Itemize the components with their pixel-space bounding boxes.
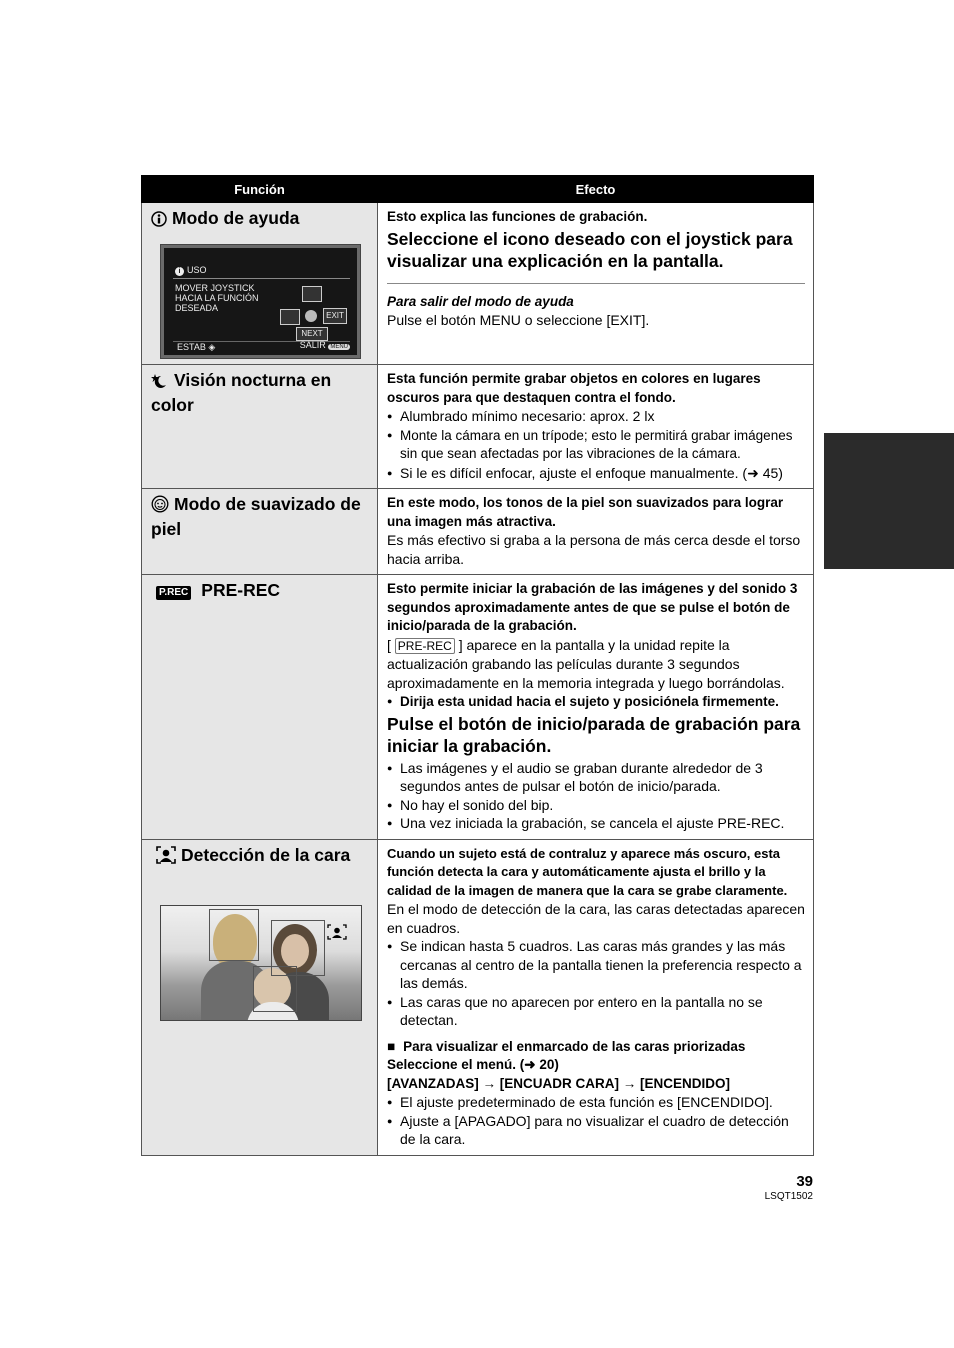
function-table [141,175,814,1156]
face-detection-indicator-icon [327,924,347,945]
bullet: ● Si le es difícil enfocar, ajuste el enfoque manualmente. (➜ 45) [387,464,805,483]
bullet: ● El ajuste predeterminado de esta función es [ENCENDIDO]. [387,1093,805,1112]
joystick-icon [305,310,317,322]
intro: Esto permite iniciar la grabación de las imágenes y del sonido 3 segundos aproximadamente antes de que se pulse el botón de inicio/parada de la grabación. [387,581,798,633]
next-label: NEXT [296,327,328,341]
pre-rec-tag: PRE-REC [395,638,455,654]
bullet: ● Monte la cámara en un trípode; esto le permitirá grabar imágenes sin que sean afectadas por las vibraciones de la cámara. [387,426,805,464]
face-detection-photo [160,905,362,1021]
header-effect: Efecto [378,176,814,203]
body-text: En el modo de detección de la cara, las caras detectadas aparecen en cuadros. [387,901,805,936]
bullet: ● Las caras que no aparecen por entero en la pantalla no se detectan. [387,993,805,1030]
body-text: ] aparece en la pantalla y la unidad repite la actualización grabando las películas durante 3 segundos aproximadamente en la memoria integrada y luego borrándolas. [387,636,785,691]
document-code: LSQT1502 [764,1191,813,1202]
instruction: Pulse el botón de inicio/parada de grabación para iniciar la grabación. [387,713,801,756]
header-function: Función [142,176,378,203]
function-cell [142,575,378,840]
estab-label: ESTAB [177,342,206,352]
function-name: Visión nocturna en color [151,370,332,415]
function-cell [142,839,378,1155]
row-face-detection [142,839,814,1155]
arrow-icon [280,309,300,325]
bullet: ● Las imágenes y el audio se graban durante alrededor de 3 segundos antes de pulsar el botón de inicio/parada. [387,759,805,796]
bold-bullet: ● Dirija esta unidad hacia el sujeto y posiciónela firmemente. [387,692,805,712]
exit-label: EXIT [323,308,347,324]
effect-cell [378,365,814,489]
function-cell [142,203,378,365]
instruction: Seleccione el icono deseado con el joystick para visualizar una explicación en la pantalla. [387,228,793,271]
exit-text: Pulse el botón MENU o seleccione [EXIT]. [387,312,650,328]
effect-cell [378,489,814,575]
function-name: Detección de la cara [181,844,351,865]
page-number: 39 [796,1173,813,1190]
salir-label: SALIR [299,340,326,350]
intro: Cuando un sujeto está de contraluz y aparece más oscuro, esta función detecta la cara y automáticamente ajusta el brillo y la calidad de la imagen de manera que la cara se grabe claramente. [387,845,788,898]
sub-line: [AVANZADAS] → [ENCUADR CARA] → [ENCENDIDO] [387,1075,730,1091]
intro: Esto explica las funciones de grabación. [387,209,648,224]
sub-title: ■ Para visualizar el enmarcado de las caras priorizadas [387,1038,805,1057]
function-cell [142,489,378,575]
face-frame [253,966,297,1012]
effect-cell [378,839,814,1155]
bullet: ● Se indican hasta 5 cuadros. Las caras más grandes y las más cercanas al centro de la pantalla tienen la preferencia respecto a las demás. [387,937,805,993]
info-icon [151,210,167,232]
face-detection-icon [156,846,176,869]
row-pre-rec [142,575,814,840]
night-vision-icon [151,372,169,394]
function-name: PRE-REC [201,580,281,600]
effect-cell: Esto permite iniciar la grabación de las imágenes y del sonido 3 segundos aproximadamente antes de que se pulse el botón de inicio/parada de la grabación. [ PRE-REC ] aparece en la pantalla y la unidad repite la actualización grabando las películas durante 3 segundos aproximadamente en la memoria integrada y luego borrándolas. ● Dirija esta unidad hacia el sujeto y posiciónela firmemente. Pulse el botón de inicio/parada de grabación para iniciar la grabación. ● Las imágenes y el audio se graban durante alrededor de 3 segundos antes de pulsar el botón de inicio/parada. ● No hay el sonido del bip. ● Una vez iniciada la grabación, se cancela el ajuste PRE-REC. [378,575,814,840]
soft-skin-icon [151,495,169,518]
body-text: Es más efectivo si graba a la persona de más cerca desde el torso hacia arriba. [387,532,801,567]
bullet: ● No hay el sonido del bip. [387,796,805,815]
help-screen-image [160,244,361,359]
joystick-small-icon: ◈ [208,342,216,352]
bullet: ● Una vez iniciada la grabación, se cancela el ajuste PRE-REC. [387,814,805,833]
intro: En este modo, los tonos de la piel son suavizados para lograr una imagen más atractiva. [387,495,784,529]
bullet: ● Alumbrado mínimo necesario: aprox. 2 lx [387,407,805,426]
help-icon-box [302,286,322,302]
effect-cell [378,203,814,365]
function-cell [142,365,378,489]
row-help-mode [142,203,814,365]
row-night-vision [142,365,814,489]
row-soft-skin [142,489,814,575]
intro: Esta función permite grabar objetos en colores en lugares oscuros para que destaquen contra el fondo. [387,371,761,405]
screen-title: i USO [175,265,207,276]
bullet: ● Ajuste a [APAGADO] para no visualizar el cuadro de detección de la cara. [387,1112,805,1149]
function-name: Modo de suavizado de piel [151,494,361,539]
screen-message: MOVER JOYSTICK HACIA LA FUNCIÓN DESEADA [175,283,259,313]
function-name: Modo de ayuda [172,208,300,228]
exit-title: Para salir del modo de ayuda [387,293,574,309]
pre-rec-icon: P.REC [156,586,191,600]
sub-line: Seleccione el menú. (➜ 20) [387,1057,559,1072]
section-tab [824,433,954,569]
face-frame [209,909,259,961]
menu-badge: MENU [330,344,348,350]
